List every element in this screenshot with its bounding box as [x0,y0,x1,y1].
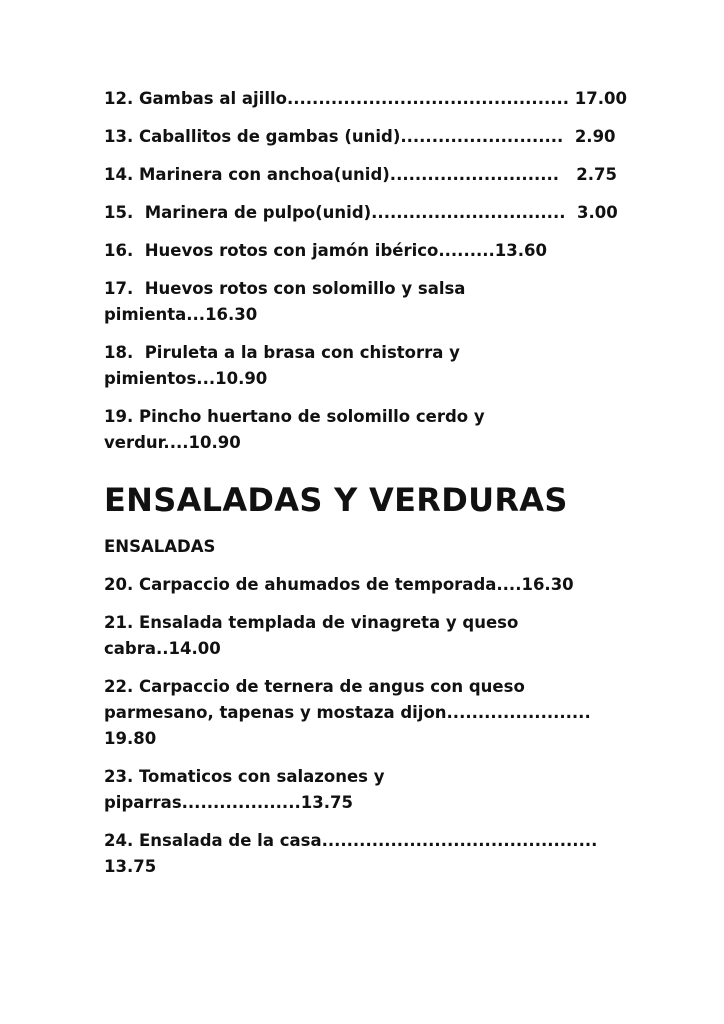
menu-item-15: 15. Marinera de pulpo(unid)............................... 3.00 [104,203,618,222]
menu-item-12: 12. Gambas al ajillo............................................. 17.00 [104,89,627,108]
menu-item-14: 14. Marinera con anchoa(unid)........................... 2.75 [104,165,617,184]
menu-item-19: 19. Pincho huertano de solomillo cerdo y verdur....10.90 [104,407,485,452]
menu-item-17: 17. Huevos rotos con solomillo y salsa pimienta...16.30 [104,279,466,324]
menu-item-18: 18. Piruleta a la brasa con chistorra y pimientos...10.90 [104,343,460,388]
menu-item-22: 22. Carpaccio de ternera de angus con queso parmesano, tapenas y mostaza dijon....................... 19.80 [104,677,591,748]
section-subheading: ENSALADAS [104,537,216,556]
section-heading: ENSALADAS Y VERDURAS [104,481,568,519]
menu-item-16: 16. Huevos rotos con jamón ibérico.........13.60 [104,241,547,260]
menu-item-13: 13. Caballitos de gambas (unid).......................... 2.90 [104,127,616,146]
menu-item-21: 21. Ensalada templada de vinagreta y queso cabra..14.00 [104,613,519,658]
menu-item-20: 20. Carpaccio de ahumados de temporada....16.30 [104,575,574,594]
menu-page [104,86,644,892]
menu-item-23: 23. Tomaticos con salazones y piparras...................13.75 [104,767,385,812]
menu-item-24: 24. Ensalada de la casa............................................ 13.75 [104,831,598,876]
